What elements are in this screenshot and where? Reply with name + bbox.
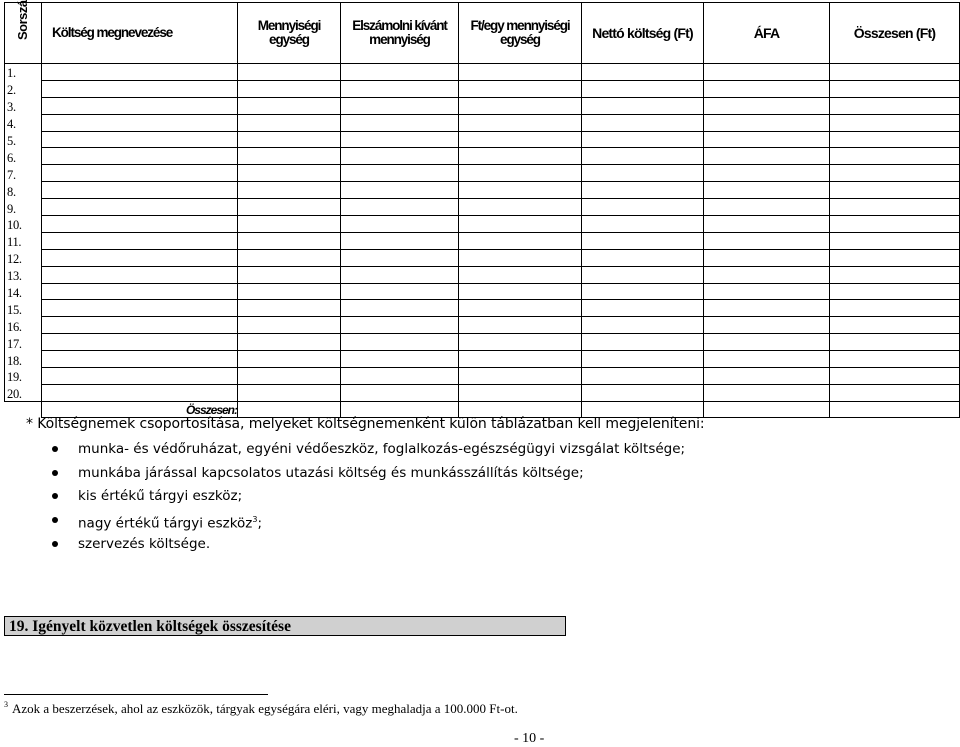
unit-cell[interactable]	[238, 131, 341, 148]
vat-cell[interactable]	[704, 283, 830, 300]
quantity-cell[interactable]	[341, 97, 459, 114]
quantity-cell[interactable]	[341, 216, 459, 233]
price-cell[interactable]	[459, 182, 582, 199]
vat-cell[interactable]	[704, 300, 830, 317]
price-cell[interactable]	[459, 249, 582, 266]
cost-name-cell[interactable]	[42, 165, 238, 182]
total-cell[interactable]	[830, 334, 960, 351]
price-cell[interactable]	[459, 165, 582, 182]
total-cell[interactable]	[830, 165, 960, 182]
total-cell[interactable]	[830, 249, 960, 266]
table-row	[5, 266, 960, 283]
table-row	[5, 384, 960, 401]
row-number: 1.	[5, 64, 42, 81]
quantity-cell[interactable]	[341, 249, 459, 266]
unit-cell[interactable]	[238, 80, 341, 97]
cost-name-cell[interactable]	[42, 131, 238, 148]
row-number: 19.	[5, 368, 42, 385]
cost-name-cell[interactable]	[42, 317, 238, 334]
table-row	[5, 232, 960, 249]
price-cell[interactable]	[459, 334, 582, 351]
row-number: 6.	[5, 148, 42, 165]
vat-cell[interactable]	[704, 351, 830, 368]
footnote-text: Azok a beszerzések, ahol az eszközök, tárgyak egységára eléri, vagy meghaladja a 100.000 Ft-ot.	[12, 701, 518, 716]
cost-name-cell[interactable]	[42, 368, 238, 385]
header-total: Összesen (Ft)	[830, 3, 960, 64]
vat-cell[interactable]	[704, 165, 830, 182]
row-number: 17.	[5, 334, 42, 351]
row-number: 11.	[5, 232, 42, 249]
quantity-cell[interactable]	[341, 80, 459, 97]
total-cell[interactable]	[830, 199, 960, 216]
unit-cell[interactable]	[238, 232, 341, 249]
net-cost-cell[interactable]	[582, 232, 704, 249]
vat-cell[interactable]	[704, 114, 830, 131]
vat-cell[interactable]	[704, 384, 830, 401]
header-row-no: Sorszá	[5, 3, 42, 64]
row-number: 9.	[5, 199, 42, 216]
list-item: kis értékű tárgyi eszköz;	[52, 487, 685, 511]
price-cell[interactable]	[459, 97, 582, 114]
row-number: 8.	[5, 182, 42, 199]
quantity-cell[interactable]	[341, 232, 459, 249]
price-cell[interactable]	[459, 232, 582, 249]
total-cell[interactable]	[830, 216, 960, 233]
quantity-cell[interactable]	[341, 131, 459, 148]
table-row	[5, 148, 960, 165]
table-row	[5, 64, 960, 81]
quantity-cell[interactable]	[341, 283, 459, 300]
vat-cell[interactable]	[704, 266, 830, 283]
cost-group-note: * Költségnemek csoportosítása, melyeket költségnemenként külön táblázatban kell megjeleníteni:	[26, 416, 705, 432]
net-cost-cell[interactable]	[582, 64, 704, 81]
table-row	[5, 368, 960, 385]
cost-name-cell[interactable]	[42, 199, 238, 216]
cost-name-cell[interactable]	[42, 232, 238, 249]
footnote-divider	[4, 694, 268, 695]
vat-cell[interactable]	[704, 64, 830, 81]
unit-cell[interactable]	[238, 216, 341, 233]
price-cell[interactable]	[459, 283, 582, 300]
header-net-cost: Nettó költség (Ft)	[582, 3, 704, 64]
price-cell[interactable]	[459, 148, 582, 165]
price-cell[interactable]	[459, 384, 582, 401]
net-cost-cell[interactable]	[582, 384, 704, 401]
net-cost-cell[interactable]	[582, 97, 704, 114]
unit-cell[interactable]	[238, 182, 341, 199]
table-row	[5, 317, 960, 334]
table-row	[5, 114, 960, 131]
vat-cell[interactable]	[704, 317, 830, 334]
row-number: 13.	[5, 266, 42, 283]
unit-cell[interactable]	[238, 148, 341, 165]
unit-cell[interactable]	[238, 384, 341, 401]
net-cost-cell[interactable]	[582, 300, 704, 317]
quantity-cell[interactable]	[341, 351, 459, 368]
unit-cell[interactable]	[238, 64, 341, 81]
list-item: munka- és védőruházat, egyéni védőeszköz, foglalkozás-egészségügyi vizsgálat költsége;	[52, 440, 685, 464]
row-number: 5.	[5, 131, 42, 148]
price-cell[interactable]	[459, 131, 582, 148]
bullet-icon	[52, 446, 58, 452]
table-row	[5, 165, 960, 182]
cost-name-cell[interactable]	[42, 300, 238, 317]
section-title-box	[4, 616, 566, 636]
quantity-cell[interactable]	[341, 334, 459, 351]
quantity-cell[interactable]	[341, 114, 459, 131]
row-number: 7.	[5, 165, 42, 182]
net-cost-cell[interactable]	[582, 199, 704, 216]
total-cell[interactable]	[830, 266, 960, 283]
total-cell[interactable]	[830, 368, 960, 385]
net-cost-cell[interactable]	[582, 148, 704, 165]
table-row	[5, 300, 960, 317]
total-cell[interactable]	[830, 384, 960, 401]
total-cell[interactable]	[830, 148, 960, 165]
quantity-cell[interactable]	[341, 368, 459, 385]
total-cell[interactable]	[830, 97, 960, 114]
cost-name-cell[interactable]	[42, 114, 238, 131]
total-cell-total[interactable]	[830, 401, 960, 417]
unit-cell[interactable]	[238, 249, 341, 266]
quantity-cell[interactable]	[341, 199, 459, 216]
price-cell[interactable]	[459, 351, 582, 368]
table-row	[5, 80, 960, 97]
total-cell[interactable]	[830, 80, 960, 97]
total-cell-price[interactable]	[459, 401, 582, 417]
row-number: 18.	[5, 351, 42, 368]
table-row	[5, 97, 960, 114]
header-vat: ÁFA	[704, 3, 830, 64]
total-cell-unit[interactable]	[238, 401, 341, 417]
footnote-marker: 3	[4, 700, 8, 709]
row-number: 2.	[5, 80, 42, 97]
cost-group-list	[52, 440, 685, 558]
header-cost-name: Költség megnevezése	[42, 3, 238, 64]
row-number: 4.	[5, 114, 42, 131]
net-cost-cell[interactable]	[582, 114, 704, 131]
vat-cell[interactable]	[704, 97, 830, 114]
total-cell[interactable]	[830, 182, 960, 199]
footnote-ref[interactable]: 3	[252, 515, 258, 525]
total-cell[interactable]	[830, 300, 960, 317]
cost-name-cell[interactable]	[42, 148, 238, 165]
cost-name-cell[interactable]	[42, 97, 238, 114]
vat-cell[interactable]	[704, 148, 830, 165]
row-number: 12.	[5, 249, 42, 266]
row-number: 20.	[5, 384, 42, 401]
list-item: munkába járással kapcsolatos utazási költség és munkásszállítás költsége;	[52, 464, 685, 488]
cost-table	[4, 2, 960, 418]
row-number: 16.	[5, 317, 42, 334]
price-cell[interactable]	[459, 80, 582, 97]
unit-cell[interactable]	[238, 351, 341, 368]
cost-name-cell[interactable]	[42, 351, 238, 368]
table-row	[5, 199, 960, 216]
section-title: 19. Igényelt közvetlen költségek összesítése	[9, 618, 291, 635]
vat-cell[interactable]	[704, 199, 830, 216]
cost-name-cell[interactable]	[42, 283, 238, 300]
total-cell[interactable]	[830, 114, 960, 131]
header-unit: Mennyiségi egység	[238, 3, 341, 64]
price-cell[interactable]	[459, 300, 582, 317]
unit-cell[interactable]	[238, 368, 341, 385]
quantity-cell[interactable]	[341, 384, 459, 401]
vat-cell[interactable]	[704, 80, 830, 97]
page-number: - 10 -	[514, 731, 545, 746]
quantity-cell[interactable]	[341, 317, 459, 334]
quantity-cell[interactable]	[341, 64, 459, 81]
cost-name-cell[interactable]	[42, 384, 238, 401]
price-cell[interactable]	[459, 114, 582, 131]
header-quantity: Elszámolni kívánt mennyiség	[341, 3, 459, 64]
unit-cell[interactable]	[238, 97, 341, 114]
table-row	[5, 216, 960, 233]
net-cost-cell[interactable]	[582, 368, 704, 385]
cost-name-cell[interactable]	[42, 182, 238, 199]
total-cell[interactable]	[830, 64, 960, 81]
unit-cell[interactable]	[238, 165, 341, 182]
bullet-icon	[52, 493, 58, 499]
unit-cell[interactable]	[238, 283, 341, 300]
price-cell[interactable]	[459, 317, 582, 334]
quantity-cell[interactable]	[341, 300, 459, 317]
quantity-cell[interactable]	[341, 165, 459, 182]
price-cell[interactable]	[459, 266, 582, 283]
net-cost-cell[interactable]	[582, 182, 704, 199]
total-label: Összesen:	[42, 401, 238, 417]
price-cell[interactable]	[459, 199, 582, 216]
quantity-cell[interactable]	[341, 148, 459, 165]
header-price-per-unit: Ft/egy mennyiségi egység	[459, 3, 582, 64]
cost-name-cell[interactable]	[42, 266, 238, 283]
bullet-icon	[52, 517, 58, 523]
total-cell[interactable]	[830, 351, 960, 368]
unit-cell[interactable]	[238, 199, 341, 216]
list-item: szervezés költsége.	[52, 535, 685, 559]
total-cell[interactable]	[830, 317, 960, 334]
unit-cell[interactable]	[238, 334, 341, 351]
table-body	[5, 64, 960, 402]
unit-cell[interactable]	[238, 300, 341, 317]
net-cost-cell[interactable]	[582, 283, 704, 300]
bullet-icon	[52, 470, 58, 476]
vat-cell[interactable]	[704, 334, 830, 351]
total-cell-quantity[interactable]	[341, 401, 459, 417]
total-cell-vat[interactable]	[704, 401, 830, 417]
list-item: nagy értékű tárgyi eszköz$^3$;	[52, 511, 685, 535]
row-number: 14.	[5, 283, 42, 300]
unit-cell[interactable]	[238, 317, 341, 334]
price-cell[interactable]	[459, 64, 582, 81]
vat-cell[interactable]	[704, 232, 830, 249]
net-cost-cell[interactable]	[582, 249, 704, 266]
total-cell-net[interactable]	[582, 401, 704, 417]
net-cost-cell[interactable]	[582, 266, 704, 283]
cost-name-cell[interactable]	[42, 334, 238, 351]
vat-cell[interactable]	[704, 182, 830, 199]
vat-cell[interactable]	[704, 249, 830, 266]
row-number: 15.	[5, 300, 42, 317]
bullet-icon	[52, 541, 58, 547]
cost-name-cell[interactable]	[42, 216, 238, 233]
table-row	[5, 182, 960, 199]
total-cell[interactable]	[830, 283, 960, 300]
cost-name-cell[interactable]	[42, 80, 238, 97]
table-total-row	[5, 401, 960, 417]
vat-cell[interactable]	[704, 216, 830, 233]
table-header-row	[5, 3, 960, 64]
table-row	[5, 283, 960, 300]
net-cost-cell[interactable]	[582, 216, 704, 233]
table-row	[5, 351, 960, 368]
table-row	[5, 334, 960, 351]
cost-name-cell[interactable]	[42, 64, 238, 81]
net-cost-cell[interactable]	[582, 165, 704, 182]
total-cell[interactable]	[830, 131, 960, 148]
vat-cell[interactable]	[704, 131, 830, 148]
net-cost-cell[interactable]	[582, 317, 704, 334]
unit-cell[interactable]	[238, 114, 341, 131]
table-row	[5, 131, 960, 148]
table-row	[5, 249, 960, 266]
row-number: 10.	[5, 216, 42, 233]
net-cost-cell[interactable]	[582, 131, 704, 148]
vat-cell[interactable]	[704, 368, 830, 385]
price-cell[interactable]	[459, 216, 582, 233]
net-cost-cell[interactable]	[582, 80, 704, 97]
footnote	[4, 700, 518, 717]
total-cell[interactable]	[830, 232, 960, 249]
net-cost-cell[interactable]	[582, 351, 704, 368]
price-cell[interactable]	[459, 368, 582, 385]
row-number: 3.	[5, 97, 42, 114]
unit-cell[interactable]	[238, 266, 341, 283]
cost-name-cell[interactable]	[42, 249, 238, 266]
quantity-cell[interactable]	[341, 266, 459, 283]
quantity-cell[interactable]	[341, 182, 459, 199]
net-cost-cell[interactable]	[582, 334, 704, 351]
